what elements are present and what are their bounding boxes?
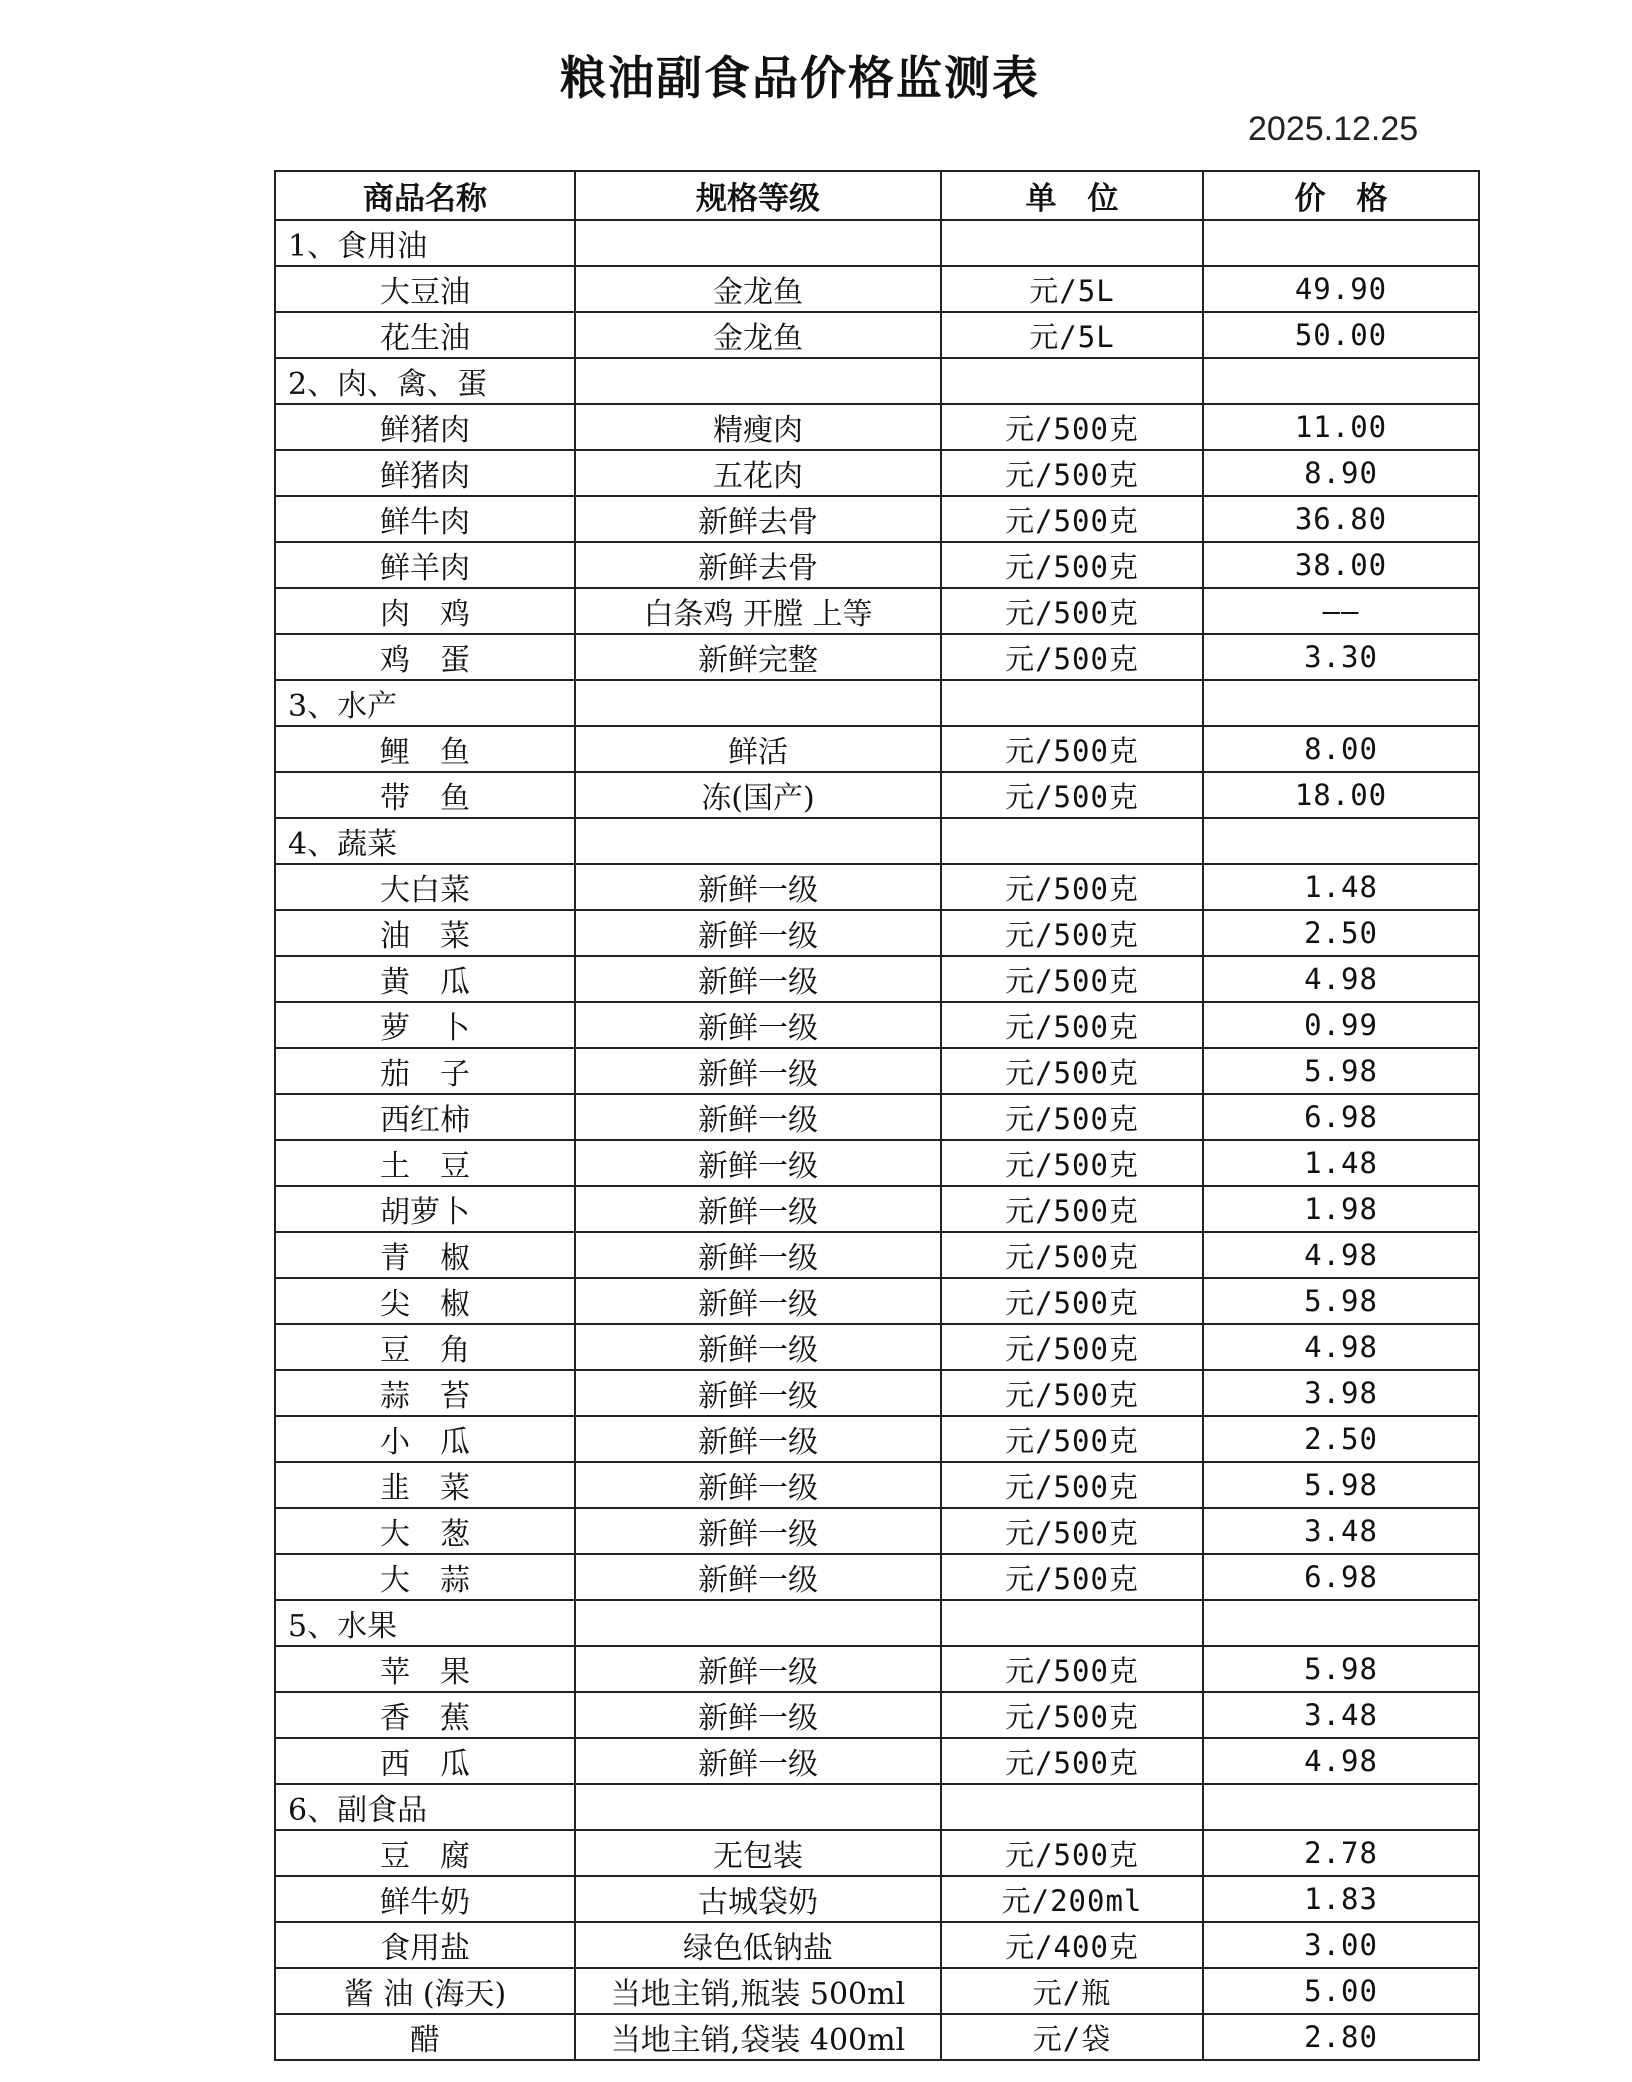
column-header-unit: 单 位 bbox=[941, 171, 1203, 220]
item-spec-cell: 新鲜一级 bbox=[575, 1370, 941, 1416]
item-name-cell: 韭 菜 bbox=[275, 1462, 575, 1508]
empty-cell bbox=[575, 818, 941, 864]
item-name-cell: 油 菜 bbox=[275, 910, 575, 956]
item-name-cell: 豆 角 bbox=[275, 1324, 575, 1370]
item-price-cell: 1.48 bbox=[1203, 1140, 1479, 1186]
item-unit-cell: 元/500克 bbox=[941, 1738, 1203, 1784]
item-name-cell: 大 葱 bbox=[275, 1508, 575, 1554]
item-name-cell: 大 蒜 bbox=[275, 1554, 575, 1600]
table-row bbox=[275, 496, 1479, 542]
item-price-cell: 3.00 bbox=[1203, 1922, 1479, 1968]
table-row bbox=[275, 542, 1479, 588]
item-spec-cell: 无包装 bbox=[575, 1830, 941, 1876]
item-unit-cell: 元/500克 bbox=[941, 1692, 1203, 1738]
item-unit-cell: 元/200ml bbox=[941, 1876, 1203, 1922]
table-row bbox=[275, 1140, 1479, 1186]
category-row bbox=[275, 680, 1479, 726]
item-unit-cell: 元/500克 bbox=[941, 864, 1203, 910]
empty-cell bbox=[1203, 1784, 1479, 1830]
column-header-price: 价 格 bbox=[1203, 171, 1479, 220]
item-price-cell: 36.80 bbox=[1203, 496, 1479, 542]
item-name-cell: 肉 鸡 bbox=[275, 588, 575, 634]
category-label: 5、水果 bbox=[275, 1600, 575, 1646]
item-spec-cell: 当地主销,袋装 400ml bbox=[575, 2014, 941, 2060]
item-price-cell: 49.90 bbox=[1203, 266, 1479, 312]
item-spec-cell: 新鲜一级 bbox=[575, 1416, 941, 1462]
item-name-cell: 鲜牛奶 bbox=[275, 1876, 575, 1922]
item-spec-cell: 新鲜一级 bbox=[575, 1002, 941, 1048]
item-spec-cell: 白条鸡 开膛 上等 bbox=[575, 588, 941, 634]
table-row bbox=[275, 1646, 1479, 1692]
empty-cell bbox=[941, 358, 1203, 404]
item-price-cell: 2.80 bbox=[1203, 2014, 1479, 2060]
item-price-cell: 2.50 bbox=[1203, 910, 1479, 956]
item-spec-cell: 新鲜一级 bbox=[575, 1508, 941, 1554]
item-price-cell: 8.90 bbox=[1203, 450, 1479, 496]
item-spec-cell: 新鲜一级 bbox=[575, 1094, 941, 1140]
item-price-cell: 5.00 bbox=[1203, 1968, 1479, 2014]
item-unit-cell: 元/500克 bbox=[941, 1002, 1203, 1048]
item-unit-cell: 元/500克 bbox=[941, 1416, 1203, 1462]
item-spec-cell: 金龙鱼 bbox=[575, 312, 941, 358]
item-spec-cell: 新鲜一级 bbox=[575, 956, 941, 1002]
table-row bbox=[275, 1324, 1479, 1370]
item-price-cell: 1.48 bbox=[1203, 864, 1479, 910]
item-name-cell: 鲤 鱼 bbox=[275, 726, 575, 772]
column-header-spec: 规格等级 bbox=[575, 171, 941, 220]
table-row bbox=[275, 1232, 1479, 1278]
item-spec-cell: 新鲜一级 bbox=[575, 1140, 941, 1186]
item-name-cell: 醋 bbox=[275, 2014, 575, 2060]
item-spec-cell: 新鲜去骨 bbox=[575, 542, 941, 588]
item-unit-cell: 元/500克 bbox=[941, 1554, 1203, 1600]
table-row bbox=[275, 1002, 1479, 1048]
table-row bbox=[275, 772, 1479, 818]
table-row bbox=[275, 1922, 1479, 1968]
item-price-cell: 6.98 bbox=[1203, 1554, 1479, 1600]
category-row bbox=[275, 1600, 1479, 1646]
table-header-row bbox=[275, 171, 1479, 220]
empty-cell bbox=[1203, 680, 1479, 726]
item-unit-cell: 元/500克 bbox=[941, 542, 1203, 588]
category-label: 4、蔬菜 bbox=[275, 818, 575, 864]
table-row bbox=[275, 2014, 1479, 2060]
item-price-cell: 50.00 bbox=[1203, 312, 1479, 358]
category-row bbox=[275, 220, 1479, 266]
table-row bbox=[275, 1278, 1479, 1324]
item-price-cell: 4.98 bbox=[1203, 956, 1479, 1002]
table-row bbox=[275, 1554, 1479, 1600]
item-unit-cell: 元/500克 bbox=[941, 1094, 1203, 1140]
item-name-cell: 鲜羊肉 bbox=[275, 542, 575, 588]
item-name-cell: 花生油 bbox=[275, 312, 575, 358]
empty-cell bbox=[575, 358, 941, 404]
item-unit-cell: 元/500克 bbox=[941, 588, 1203, 634]
table-row bbox=[275, 404, 1479, 450]
table-row bbox=[275, 634, 1479, 680]
empty-cell bbox=[941, 680, 1203, 726]
item-spec-cell: 新鲜一级 bbox=[575, 1324, 941, 1370]
price-table bbox=[274, 170, 1480, 2061]
category-label: 3、水产 bbox=[275, 680, 575, 726]
item-name-cell: 食用盐 bbox=[275, 1922, 575, 1968]
item-price-cell: 8.00 bbox=[1203, 726, 1479, 772]
item-unit-cell: 元/500克 bbox=[941, 1830, 1203, 1876]
item-unit-cell: 元/500克 bbox=[941, 1140, 1203, 1186]
item-price-cell: 5.98 bbox=[1203, 1646, 1479, 1692]
item-name-cell: 鲜牛肉 bbox=[275, 496, 575, 542]
item-spec-cell: 绿色低钠盐 bbox=[575, 1922, 941, 1968]
item-price-cell: 2.50 bbox=[1203, 1416, 1479, 1462]
item-spec-cell: 新鲜一级 bbox=[575, 1462, 941, 1508]
item-spec-cell: 新鲜完整 bbox=[575, 634, 941, 680]
item-spec-cell: 新鲜一级 bbox=[575, 910, 941, 956]
category-label: 6、副食品 bbox=[275, 1784, 575, 1830]
item-unit-cell: 元/500克 bbox=[941, 496, 1203, 542]
table-row bbox=[275, 1186, 1479, 1232]
table-row bbox=[275, 1692, 1479, 1738]
item-unit-cell: 元/5L bbox=[941, 312, 1203, 358]
item-name-cell: 青 椒 bbox=[275, 1232, 575, 1278]
item-unit-cell: 元/500克 bbox=[941, 404, 1203, 450]
item-price-cell: 3.48 bbox=[1203, 1692, 1479, 1738]
item-unit-cell: 元/500克 bbox=[941, 956, 1203, 1002]
item-price-cell: 11.00 bbox=[1203, 404, 1479, 450]
item-name-cell: 茄 子 bbox=[275, 1048, 575, 1094]
category-label: 2、肉、禽、蛋 bbox=[275, 358, 575, 404]
item-unit-cell: 元/400克 bbox=[941, 1922, 1203, 1968]
item-spec-cell: 新鲜一级 bbox=[575, 1554, 941, 1600]
item-price-cell: 18.00 bbox=[1203, 772, 1479, 818]
item-spec-cell: 新鲜一级 bbox=[575, 1646, 941, 1692]
table-row bbox=[275, 312, 1479, 358]
item-price-cell: 6.98 bbox=[1203, 1094, 1479, 1140]
table-row bbox=[275, 726, 1479, 772]
item-name-cell: 鲜猪肉 bbox=[275, 404, 575, 450]
table-row bbox=[275, 450, 1479, 496]
item-price-cell: 1.83 bbox=[1203, 1876, 1479, 1922]
item-price-cell: 4.98 bbox=[1203, 1738, 1479, 1784]
item-price-cell: 38.00 bbox=[1203, 542, 1479, 588]
empty-cell bbox=[1203, 358, 1479, 404]
item-name-cell: 蒜 苔 bbox=[275, 1370, 575, 1416]
empty-cell bbox=[575, 680, 941, 726]
item-unit-cell: 元/袋 bbox=[941, 2014, 1203, 2060]
table-row bbox=[275, 910, 1479, 956]
item-unit-cell: 元/500克 bbox=[941, 450, 1203, 496]
item-spec-cell: 新鲜一级 bbox=[575, 1278, 941, 1324]
item-name-cell: 鸡 蛋 bbox=[275, 634, 575, 680]
table-row bbox=[275, 588, 1479, 634]
item-spec-cell: 新鲜一级 bbox=[575, 1186, 941, 1232]
item-price-cell: 4.98 bbox=[1203, 1232, 1479, 1278]
item-spec-cell: 古城袋奶 bbox=[575, 1876, 941, 1922]
table-row bbox=[275, 1968, 1479, 2014]
empty-cell bbox=[1203, 818, 1479, 864]
empty-cell bbox=[941, 1600, 1203, 1646]
item-unit-cell: 元/瓶 bbox=[941, 1968, 1203, 2014]
item-name-cell: 西红柿 bbox=[275, 1094, 575, 1140]
item-spec-cell: 新鲜一级 bbox=[575, 1048, 941, 1094]
table-row bbox=[275, 1876, 1479, 1922]
item-name-cell: 小 瓜 bbox=[275, 1416, 575, 1462]
table-row bbox=[275, 266, 1479, 312]
category-row bbox=[275, 1784, 1479, 1830]
item-spec-cell: 精瘦肉 bbox=[575, 404, 941, 450]
item-unit-cell: 元/500克 bbox=[941, 726, 1203, 772]
empty-cell bbox=[575, 1600, 941, 1646]
table-row bbox=[275, 1048, 1479, 1094]
item-unit-cell: 元/500克 bbox=[941, 634, 1203, 680]
item-price-cell: 3.98 bbox=[1203, 1370, 1479, 1416]
item-name-cell: 尖 椒 bbox=[275, 1278, 575, 1324]
empty-cell bbox=[1203, 1600, 1479, 1646]
item-name-cell: 胡萝卜 bbox=[275, 1186, 575, 1232]
item-price-cell: 0.99 bbox=[1203, 1002, 1479, 1048]
item-name-cell: 带 鱼 bbox=[275, 772, 575, 818]
item-price-cell: —— bbox=[1203, 588, 1479, 634]
item-price-cell: 5.98 bbox=[1203, 1278, 1479, 1324]
item-name-cell: 西 瓜 bbox=[275, 1738, 575, 1784]
item-unit-cell: 元/500克 bbox=[941, 1646, 1203, 1692]
item-name-cell: 香 蕉 bbox=[275, 1692, 575, 1738]
item-name-cell: 土 豆 bbox=[275, 1140, 575, 1186]
item-unit-cell: 元/500克 bbox=[941, 910, 1203, 956]
item-price-cell: 1.98 bbox=[1203, 1186, 1479, 1232]
table-row bbox=[275, 1830, 1479, 1876]
item-price-cell: 4.98 bbox=[1203, 1324, 1479, 1370]
table-row bbox=[275, 1508, 1479, 1554]
category-row bbox=[275, 818, 1479, 864]
report-date: 2025.12.25 bbox=[1248, 110, 1419, 148]
empty-cell bbox=[941, 1784, 1203, 1830]
item-name-cell: 鲜猪肉 bbox=[275, 450, 575, 496]
item-spec-cell: 新鲜一级 bbox=[575, 864, 941, 910]
item-price-cell: 2.78 bbox=[1203, 1830, 1479, 1876]
item-price-cell: 3.30 bbox=[1203, 634, 1479, 680]
item-unit-cell: 元/500克 bbox=[941, 1508, 1203, 1554]
item-name-cell: 黄 瓜 bbox=[275, 956, 575, 1002]
category-label: 1、食用油 bbox=[275, 220, 575, 266]
table-row bbox=[275, 1094, 1479, 1140]
item-spec-cell: 五花肉 bbox=[575, 450, 941, 496]
column-header-name: 商品名称 bbox=[275, 171, 575, 220]
empty-cell bbox=[575, 1784, 941, 1830]
page-title: 粮油副食品价格监测表 bbox=[560, 51, 1040, 105]
table-row bbox=[275, 1416, 1479, 1462]
item-unit-cell: 元/500克 bbox=[941, 1232, 1203, 1278]
item-unit-cell: 元/5L bbox=[941, 266, 1203, 312]
item-name-cell: 大白菜 bbox=[275, 864, 575, 910]
item-unit-cell: 元/500克 bbox=[941, 1186, 1203, 1232]
item-name-cell: 大豆油 bbox=[275, 266, 575, 312]
empty-cell bbox=[941, 818, 1203, 864]
item-spec-cell: 金龙鱼 bbox=[575, 266, 941, 312]
item-unit-cell: 元/500克 bbox=[941, 1324, 1203, 1370]
item-unit-cell: 元/500克 bbox=[941, 1048, 1203, 1094]
category-row bbox=[275, 358, 1479, 404]
item-spec-cell: 新鲜一级 bbox=[575, 1692, 941, 1738]
empty-cell bbox=[575, 220, 941, 266]
item-spec-cell: 鲜活 bbox=[575, 726, 941, 772]
table-body bbox=[275, 220, 1479, 2060]
item-name-cell: 豆 腐 bbox=[275, 1830, 575, 1876]
item-name-cell: 萝 卜 bbox=[275, 1002, 575, 1048]
empty-cell bbox=[1203, 220, 1479, 266]
table-row bbox=[275, 1738, 1479, 1784]
item-unit-cell: 元/500克 bbox=[941, 1462, 1203, 1508]
item-spec-cell: 冻(国产) bbox=[575, 772, 941, 818]
table-row bbox=[275, 864, 1479, 910]
item-price-cell: 5.98 bbox=[1203, 1048, 1479, 1094]
table-row bbox=[275, 956, 1479, 1002]
item-spec-cell: 新鲜去骨 bbox=[575, 496, 941, 542]
item-unit-cell: 元/500克 bbox=[941, 1370, 1203, 1416]
empty-cell bbox=[941, 220, 1203, 266]
item-spec-cell: 新鲜一级 bbox=[575, 1232, 941, 1278]
item-name-cell: 酱 油 (海天) bbox=[275, 1968, 575, 2014]
table-row bbox=[275, 1462, 1479, 1508]
item-spec-cell: 新鲜一级 bbox=[575, 1738, 941, 1784]
item-price-cell: 3.48 bbox=[1203, 1508, 1479, 1554]
item-name-cell: 苹 果 bbox=[275, 1646, 575, 1692]
table-row bbox=[275, 1370, 1479, 1416]
item-unit-cell: 元/500克 bbox=[941, 1278, 1203, 1324]
item-unit-cell: 元/500克 bbox=[941, 772, 1203, 818]
item-spec-cell: 当地主销,瓶装 500ml bbox=[575, 1968, 941, 2014]
item-price-cell: 5.98 bbox=[1203, 1462, 1479, 1508]
